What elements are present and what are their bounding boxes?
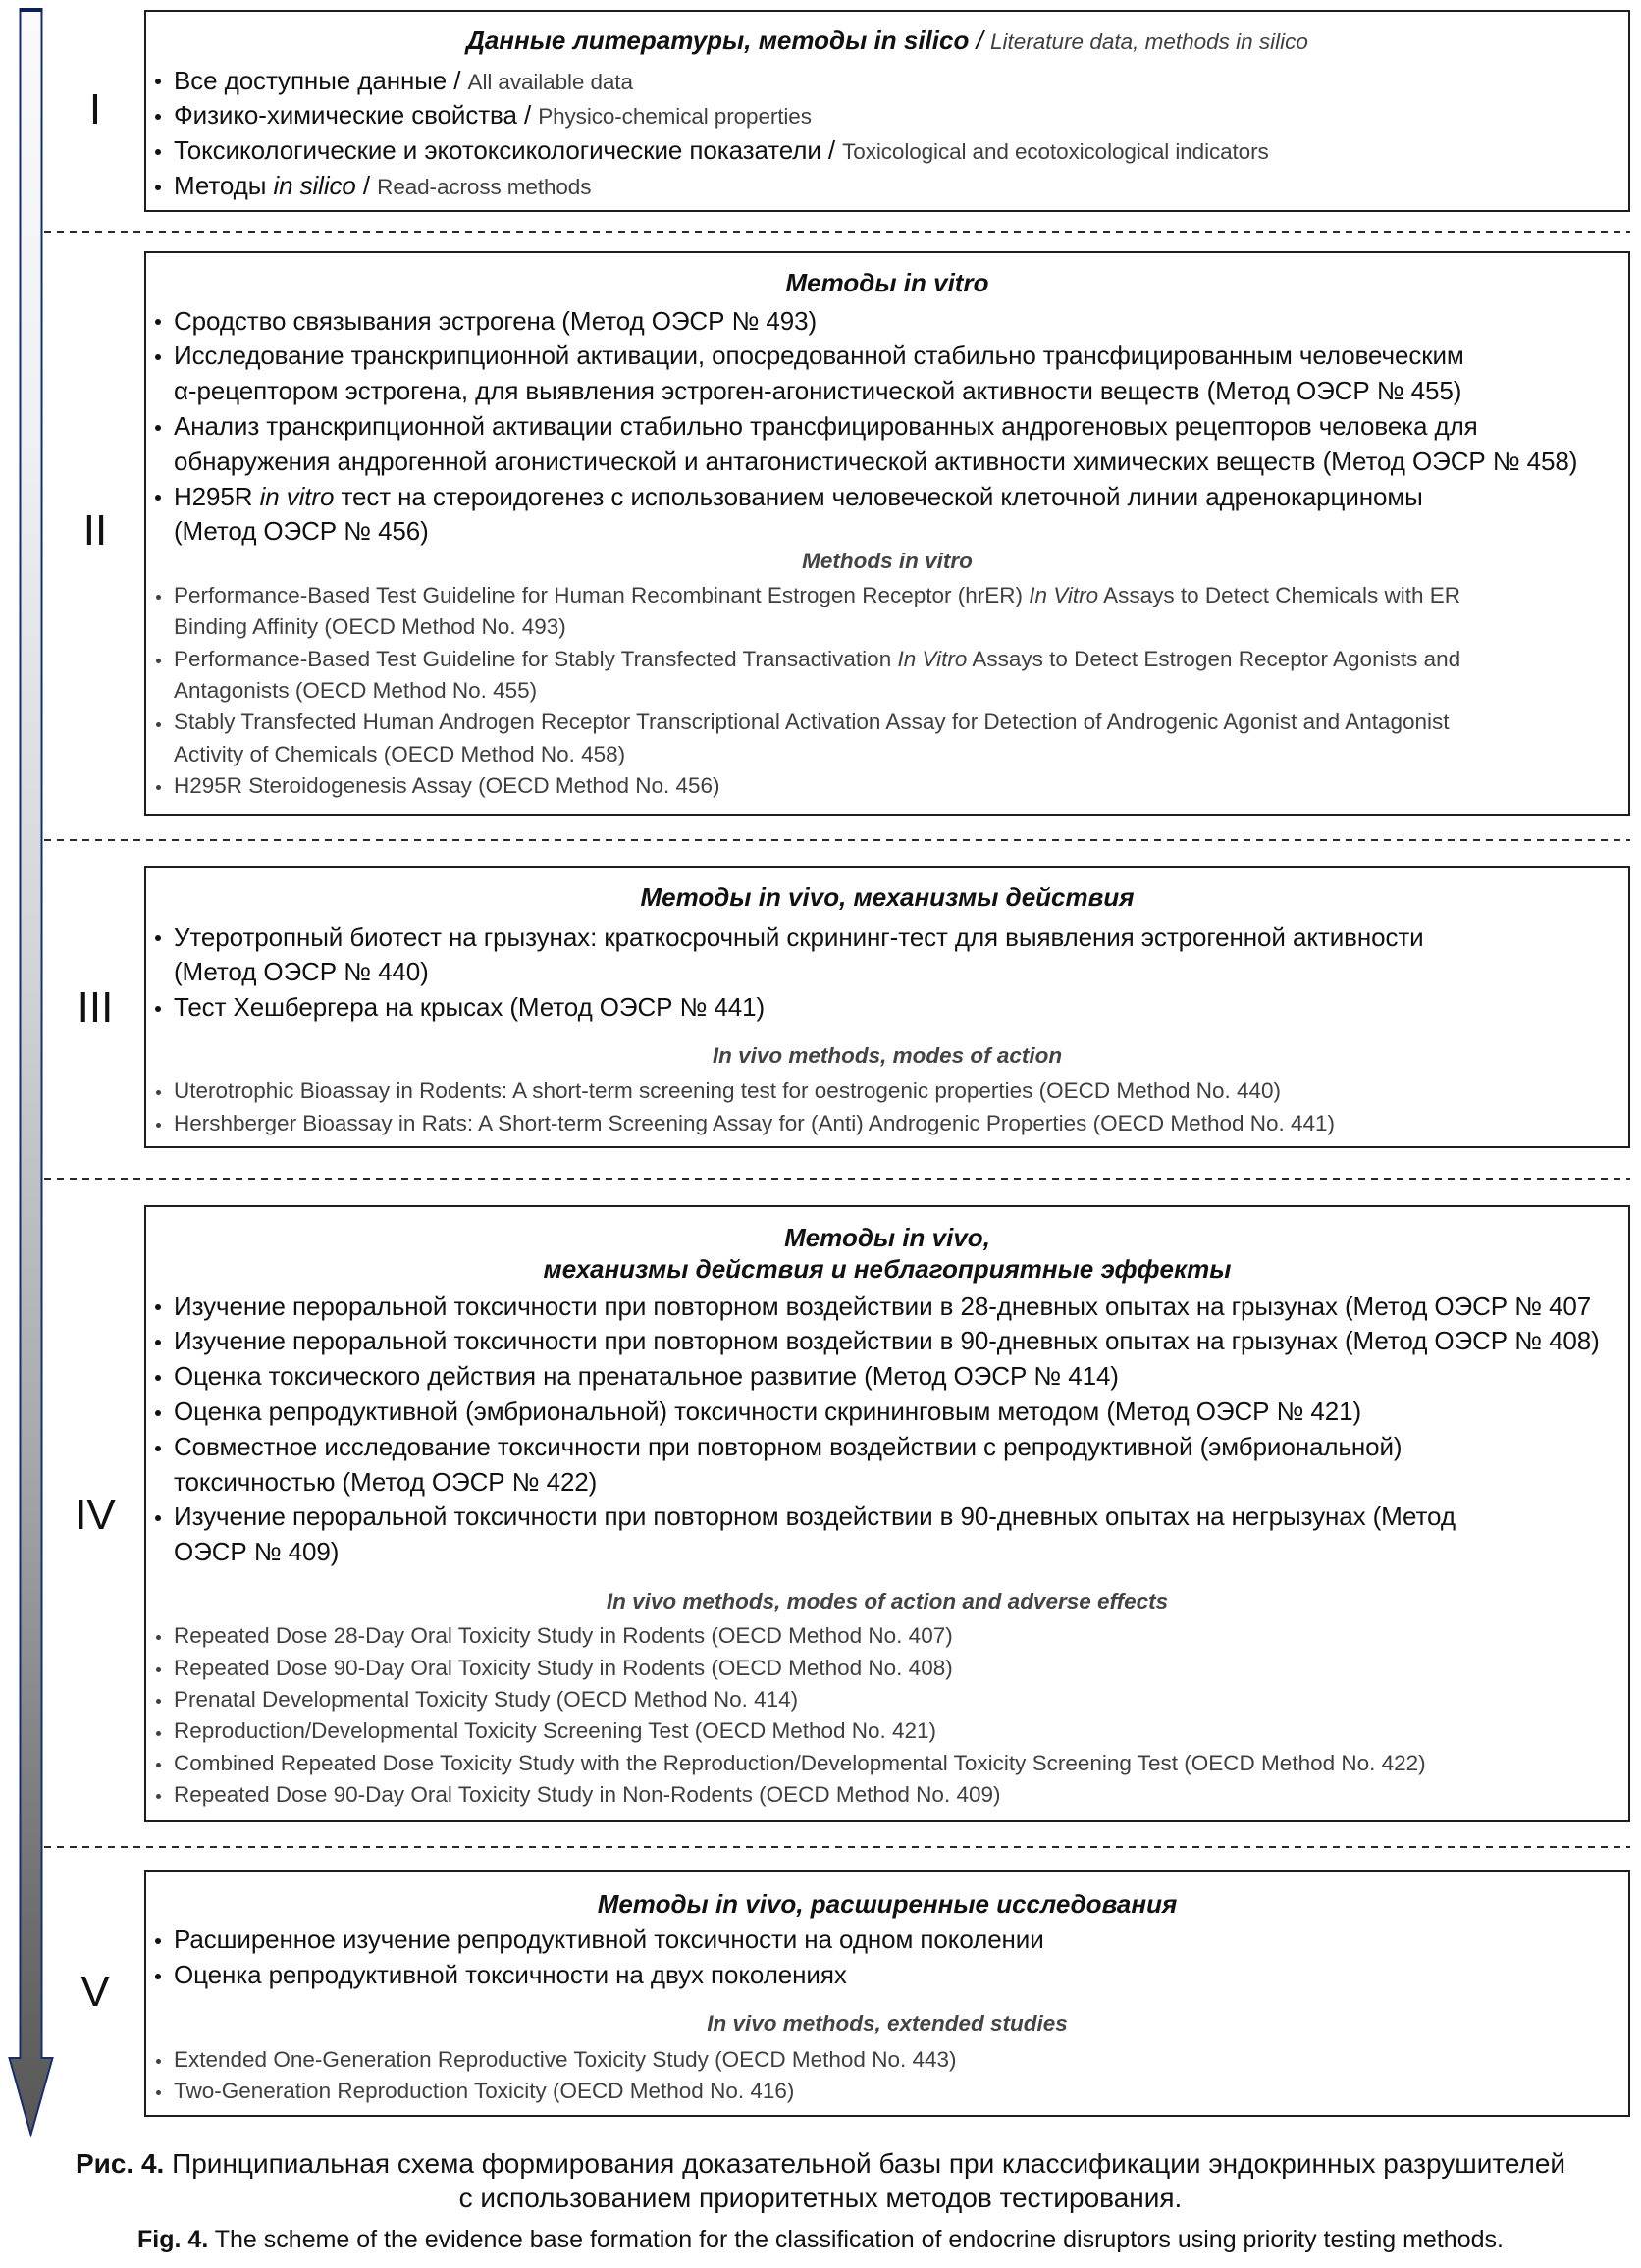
item-text-ru: Все доступные данные bbox=[174, 65, 448, 95]
item-text: токсичностью (Метод ОЭСР № 422) bbox=[174, 1466, 598, 1497]
stage-box-5 bbox=[144, 1870, 1630, 2117]
bullet-icon bbox=[155, 185, 161, 190]
list-item bbox=[146, 2044, 1628, 2076]
item-text: H295R Steroidogenesis Assay (OECD Method No. 456) bbox=[174, 773, 720, 799]
item-separator: / bbox=[355, 170, 378, 200]
item-line bbox=[146, 611, 1628, 643]
item-separator: / bbox=[516, 100, 539, 131]
item-line bbox=[146, 514, 1628, 550]
item-line bbox=[146, 1748, 1628, 1779]
list-item bbox=[146, 2076, 1628, 2107]
item-text: Assays to Detect Chemicals with ER bbox=[1098, 582, 1461, 607]
list-item bbox=[146, 169, 1628, 204]
item-text: Repeated Dose 28-Day Oral Toxicity Study in Rodents (OECD Method No. 407) bbox=[174, 1623, 953, 1649]
list-item bbox=[146, 1359, 1628, 1395]
item-text: (Метод ОЭСР № 440) bbox=[174, 957, 429, 987]
item-text-ru: Физико-химические свойства bbox=[174, 100, 517, 131]
figure-label-en: Fig. 4. bbox=[137, 2226, 209, 2253]
item-line bbox=[146, 921, 1628, 956]
list-item bbox=[146, 1500, 1628, 1570]
item-line bbox=[146, 480, 1628, 515]
caption-text-en: The scheme of the evidence base formation for the classification of endocrine disruptors using priority testing methods. bbox=[208, 2226, 1504, 2253]
list-item bbox=[146, 1715, 1628, 1747]
stage-numeral-1: I bbox=[88, 85, 102, 133]
item-line bbox=[146, 675, 1628, 707]
item-line bbox=[146, 1076, 1628, 1107]
list-item bbox=[146, 480, 1628, 551]
list-item bbox=[146, 644, 1628, 708]
item-line bbox=[146, 1653, 1628, 1684]
bullet-icon bbox=[155, 1304, 161, 1310]
list-item bbox=[146, 1958, 1628, 1993]
method-list-en bbox=[146, 1620, 1628, 1811]
item-text: обнаружения андрогенной агонистической и антагонистической активности химических веществ (Метод ОЭСР № 458) bbox=[174, 446, 1578, 476]
section-title-ru: Данные литературы, методы in silico bbox=[466, 26, 970, 55]
item-text: Сродство связывания эстрогена (Метод ОЭСР № 493) bbox=[174, 305, 818, 336]
list-item bbox=[146, 1395, 1628, 1430]
bullet-icon bbox=[155, 1515, 161, 1521]
item-text: Совместное исследование токсичности при повторном воздействии с репродуктивной (эмбриональной) bbox=[174, 1431, 1403, 1461]
item-line bbox=[146, 409, 1628, 445]
list-item bbox=[146, 770, 1628, 802]
item-line bbox=[146, 1779, 1628, 1811]
bullet-icon bbox=[156, 2090, 161, 2095]
list-item bbox=[146, 1430, 1628, 1501]
bullet-icon bbox=[155, 1340, 161, 1345]
figure-label-ru: Рис. 4. bbox=[75, 2148, 165, 2179]
item-line bbox=[146, 1359, 1628, 1395]
list-item bbox=[146, 1923, 1628, 1958]
item-text-ru: Токсикологические и экотоксикологические показатели bbox=[174, 135, 821, 166]
item-text: α-рецептором эстрогена, для выявления эстроген-агонистической активности веществ (Метод ОЭСР № 455) bbox=[174, 376, 1462, 406]
item-text: Antagonists (OECD Method No. 455) bbox=[174, 677, 538, 703]
method-list-en bbox=[146, 580, 1628, 803]
stage-box-4 bbox=[144, 1205, 1630, 1822]
item-text-en: Toxicological and ecotoxicological indicators bbox=[842, 139, 1269, 165]
bullet-icon bbox=[156, 785, 161, 790]
stage-numeral-4: IV bbox=[75, 1491, 116, 1539]
item-text-en: All available data bbox=[467, 69, 633, 94]
item-line bbox=[146, 1108, 1628, 1139]
item-line bbox=[146, 770, 1628, 802]
item-separator: / bbox=[820, 135, 843, 166]
method-list bbox=[146, 64, 1628, 204]
section-title-en: Literature data, methods in silico bbox=[990, 29, 1308, 54]
bullet-icon bbox=[155, 79, 161, 84]
bullet-icon bbox=[155, 354, 161, 360]
item-line bbox=[146, 1430, 1628, 1465]
item-text: Repeated Dose 90-Day Oral Toxicity Study in Non-Rodents (OECD Method No. 409) bbox=[174, 1782, 1001, 1808]
list-item bbox=[146, 1653, 1628, 1684]
item-line bbox=[146, 1923, 1628, 1958]
figure-caption-ru-line-2: с использованием приоритетных методов тестирования. bbox=[458, 2183, 1183, 2213]
bullet-icon bbox=[155, 1974, 161, 1979]
stage-box-2 bbox=[144, 251, 1630, 816]
method-list-ru bbox=[146, 304, 1628, 551]
bullet-icon bbox=[156, 1794, 161, 1799]
down-arrow-icon bbox=[0, 0, 63, 2144]
list-item bbox=[146, 64, 1628, 99]
item-line bbox=[146, 1535, 1628, 1570]
bullet-icon bbox=[155, 495, 161, 501]
item-line bbox=[146, 2076, 1628, 2107]
item-line bbox=[146, 1500, 1628, 1535]
item-text: Extended One-Generation Reproductive Toxicity Study (OECD Method No. 443) bbox=[174, 2046, 957, 2072]
bullet-icon bbox=[155, 319, 161, 325]
item-text: Тест Хешбергера на крысах (Метод ОЭСР № 441) bbox=[174, 992, 766, 1023]
list-item bbox=[146, 1324, 1628, 1359]
item-text: Анализ транскрипционной активации стабильно трансфицированных андрогеновых рецепторов человека для bbox=[174, 410, 1478, 441]
list-item bbox=[146, 98, 1628, 133]
bullet-icon bbox=[156, 1731, 161, 1736]
bullet-icon bbox=[155, 1375, 161, 1381]
item-line bbox=[146, 1324, 1628, 1359]
item-line bbox=[146, 1958, 1628, 1993]
section-title-en: In vivo methods, modes of action bbox=[712, 1043, 1063, 1068]
item-text-en: Physico-chemical properties bbox=[538, 104, 812, 130]
item-text: Combined Repeated Dose Toxicity Study with the Reproduction/Developmental Toxicity Screening Test (OECD Method No. 422) bbox=[174, 1750, 1426, 1775]
item-text: Performance-Based Test Guideline for Human Recombinant Estrogen Receptor (hrER) bbox=[174, 582, 1030, 607]
item-separator: / bbox=[447, 65, 468, 95]
list-item bbox=[146, 580, 1628, 644]
section-title-ru: Методы in vivo, расширенные исследования bbox=[597, 1889, 1178, 1919]
bullet-icon bbox=[155, 149, 161, 155]
title-separator: / bbox=[969, 26, 991, 55]
list-item bbox=[146, 304, 1628, 340]
item-line bbox=[146, 304, 1628, 340]
item-text: Stably Transfected Human Androgen Receptor Transcriptional Activation Assay for Detection of Androgenic Agonist and Antagonist bbox=[174, 710, 1450, 735]
item-line bbox=[146, 445, 1628, 480]
item-text: (Метод ОЭСР № 456) bbox=[174, 516, 429, 547]
item-line bbox=[146, 955, 1628, 990]
stage-box-3 bbox=[144, 866, 1630, 1148]
list-item bbox=[146, 1108, 1628, 1139]
method-list-en bbox=[146, 1076, 1628, 1139]
item-text: Изучение пероральной токсичности при повторном воздействии в 90-дневных опытах на грызунах (Метод ОЭСР № 408) bbox=[174, 1326, 1600, 1356]
method-list-ru bbox=[146, 1923, 1628, 1993]
stage-box-1 bbox=[144, 10, 1630, 212]
item-text: Prenatal Developmental Toxicity Study (OECD Method No. 414) bbox=[174, 1687, 799, 1713]
caption-text-ru: Принципиальная схема формирования доказательной базы при классификации эндокринных разрушителей bbox=[164, 2148, 1566, 2179]
bullet-icon bbox=[155, 114, 161, 120]
list-item bbox=[146, 339, 1628, 409]
item-text-ru-italic: in silico bbox=[273, 170, 356, 200]
list-item bbox=[146, 133, 1628, 169]
stage-numeral-5: V bbox=[80, 1968, 110, 2016]
item-line bbox=[146, 339, 1628, 374]
list-item bbox=[146, 1748, 1628, 1779]
item-line bbox=[146, 1715, 1628, 1747]
item-text: Reproduction/Developmental Toxicity Screening Test (OECD Method No. 421) bbox=[174, 1718, 937, 1744]
list-item bbox=[146, 409, 1628, 480]
item-text: Two-Generation Reproduction Toxicity (OECD Method No. 416) bbox=[174, 2079, 795, 2104]
item-line bbox=[146, 1465, 1628, 1501]
item-text: Изучение пероральной токсичности при повторном воздействии в 90-дневных опытах на негрызунах (Метод bbox=[174, 1502, 1456, 1532]
method-list-en bbox=[146, 2044, 1628, 2108]
stage-numeral-3: III bbox=[77, 983, 114, 1031]
section-title-line: механизмы действия и неблагоприятные эффекты bbox=[543, 1254, 1232, 1284]
list-item bbox=[146, 1684, 1628, 1715]
item-text: тест на стероидогенез с использованием человеческой клеточной линии адренокарциномы bbox=[334, 481, 1423, 511]
figure-caption-ru bbox=[0, 2147, 1641, 2181]
bullet-icon bbox=[155, 1410, 161, 1416]
item-text: Binding Affinity (OECD Method No. 493) bbox=[174, 614, 566, 640]
bullet-icon bbox=[156, 1699, 161, 1704]
bullet-icon bbox=[155, 425, 161, 431]
item-text: Assays to Detect Estrogen Receptor Agonists and bbox=[967, 646, 1461, 671]
bullet-icon bbox=[156, 595, 161, 600]
item-text-italic: In Vitro bbox=[897, 646, 968, 671]
item-text: Uterotrophic Bioassay in Rodents: A short-term screening test for oestrogenic properties (OECD Method No. 440) bbox=[174, 1079, 1282, 1104]
method-list-ru bbox=[146, 921, 1628, 1026]
item-line bbox=[146, 739, 1628, 770]
bullet-icon bbox=[156, 1123, 161, 1128]
item-line bbox=[146, 990, 1628, 1026]
section-title-ru bbox=[146, 1222, 1628, 1285]
item-text: Repeated Dose 90-Day Oral Toxicity Study in Rodents (OECD Method No. 408) bbox=[174, 1655, 953, 1680]
bullet-icon bbox=[155, 935, 161, 941]
bullet-icon bbox=[155, 1446, 161, 1451]
item-text: H295R bbox=[174, 481, 260, 511]
bullet-icon bbox=[156, 1667, 161, 1672]
bullet-icon bbox=[156, 659, 161, 663]
item-text: Performance-Based Test Guideline for Stably Transfected Transactivation bbox=[174, 646, 898, 671]
list-item bbox=[146, 1290, 1628, 1325]
item-line bbox=[146, 1620, 1628, 1652]
bullet-icon bbox=[155, 1938, 161, 1944]
section-title-line: Методы in vivo, bbox=[784, 1223, 990, 1252]
method-list-ru bbox=[146, 1290, 1628, 1570]
item-line bbox=[146, 1684, 1628, 1715]
item-text-ru: Методы bbox=[174, 170, 274, 200]
stage-divider bbox=[44, 1178, 1630, 1180]
section-title-en: Methods in vitro bbox=[802, 549, 973, 573]
list-item bbox=[146, 1076, 1628, 1107]
item-text: Activity of Chemicals (OECD Method No. 458) bbox=[174, 741, 626, 766]
bullet-icon bbox=[156, 2059, 161, 2064]
bullet-icon bbox=[156, 722, 161, 727]
item-text: Hershberger Bioassay in Rats: A Short-term Screening Assay for (Anti) Androgenic Properties (OECD Method No. 441) bbox=[174, 1110, 1336, 1135]
list-item bbox=[146, 1779, 1628, 1811]
item-line bbox=[146, 580, 1628, 611]
list-item bbox=[146, 707, 1628, 770]
stage-numeral-2: II bbox=[82, 506, 108, 554]
item-line bbox=[146, 707, 1628, 738]
item-text-en: Read-across methods bbox=[377, 174, 592, 199]
section-title-ru: Методы in vitro bbox=[785, 268, 989, 297]
item-text-italic: In Vitro bbox=[1029, 582, 1099, 607]
stage-divider bbox=[44, 839, 1630, 841]
section-title bbox=[146, 25, 1628, 58]
section-title-ru: Методы in vivo, механизмы действия bbox=[640, 882, 1135, 912]
list-item bbox=[146, 1620, 1628, 1652]
bullet-icon bbox=[156, 1635, 161, 1640]
stage-divider bbox=[44, 1846, 1630, 1848]
bullet-icon bbox=[156, 1090, 161, 1095]
item-line bbox=[146, 1395, 1628, 1430]
figure-caption-en bbox=[0, 2223, 1641, 2256]
section-title-en: In vivo methods, modes of action and adverse effects bbox=[606, 1588, 1169, 1613]
section-title-en: In vivo methods, extended studies bbox=[707, 2011, 1068, 2035]
item-line bbox=[146, 1290, 1628, 1325]
item-text: Оценка репродуктивной (эмбриональной) токсичности скрининговым методом (Метод ОЭСР № 421) bbox=[174, 1396, 1362, 1426]
bullet-icon bbox=[156, 1763, 161, 1767]
item-text: Оценка репродуктивной токсичности на двух поколениях bbox=[174, 1959, 847, 1989]
item-text: Расширенное изучение репродуктивной токсичности на одном поколении bbox=[174, 1925, 1044, 1955]
stage-divider bbox=[44, 231, 1630, 233]
list-item bbox=[146, 990, 1628, 1026]
item-line bbox=[146, 374, 1628, 409]
bullet-icon bbox=[155, 1006, 161, 1012]
item-line bbox=[146, 2044, 1628, 2076]
item-text: Изучение пероральной токсичности при повторном воздействии в 28-дневных опытах на грызунах (Метод ОЭСР № 407 bbox=[174, 1291, 1592, 1321]
item-text: Утеротропный биотест на грызунах: краткосрочный скрининг-тест для выявления эстрогенной активности bbox=[174, 922, 1424, 952]
list-item bbox=[146, 921, 1628, 991]
item-text: Оценка токсического действия на пренатальное развитие (Метод ОЭСР № 414) bbox=[174, 1361, 1119, 1392]
item-text: Исследование транскрипционной активации, опосредованной стабильно трансфицированным человеческим bbox=[174, 341, 1464, 371]
item-line bbox=[146, 644, 1628, 675]
item-text: ОЭСР № 409) bbox=[174, 1537, 340, 1567]
item-text-italic: in vitro bbox=[259, 481, 335, 511]
